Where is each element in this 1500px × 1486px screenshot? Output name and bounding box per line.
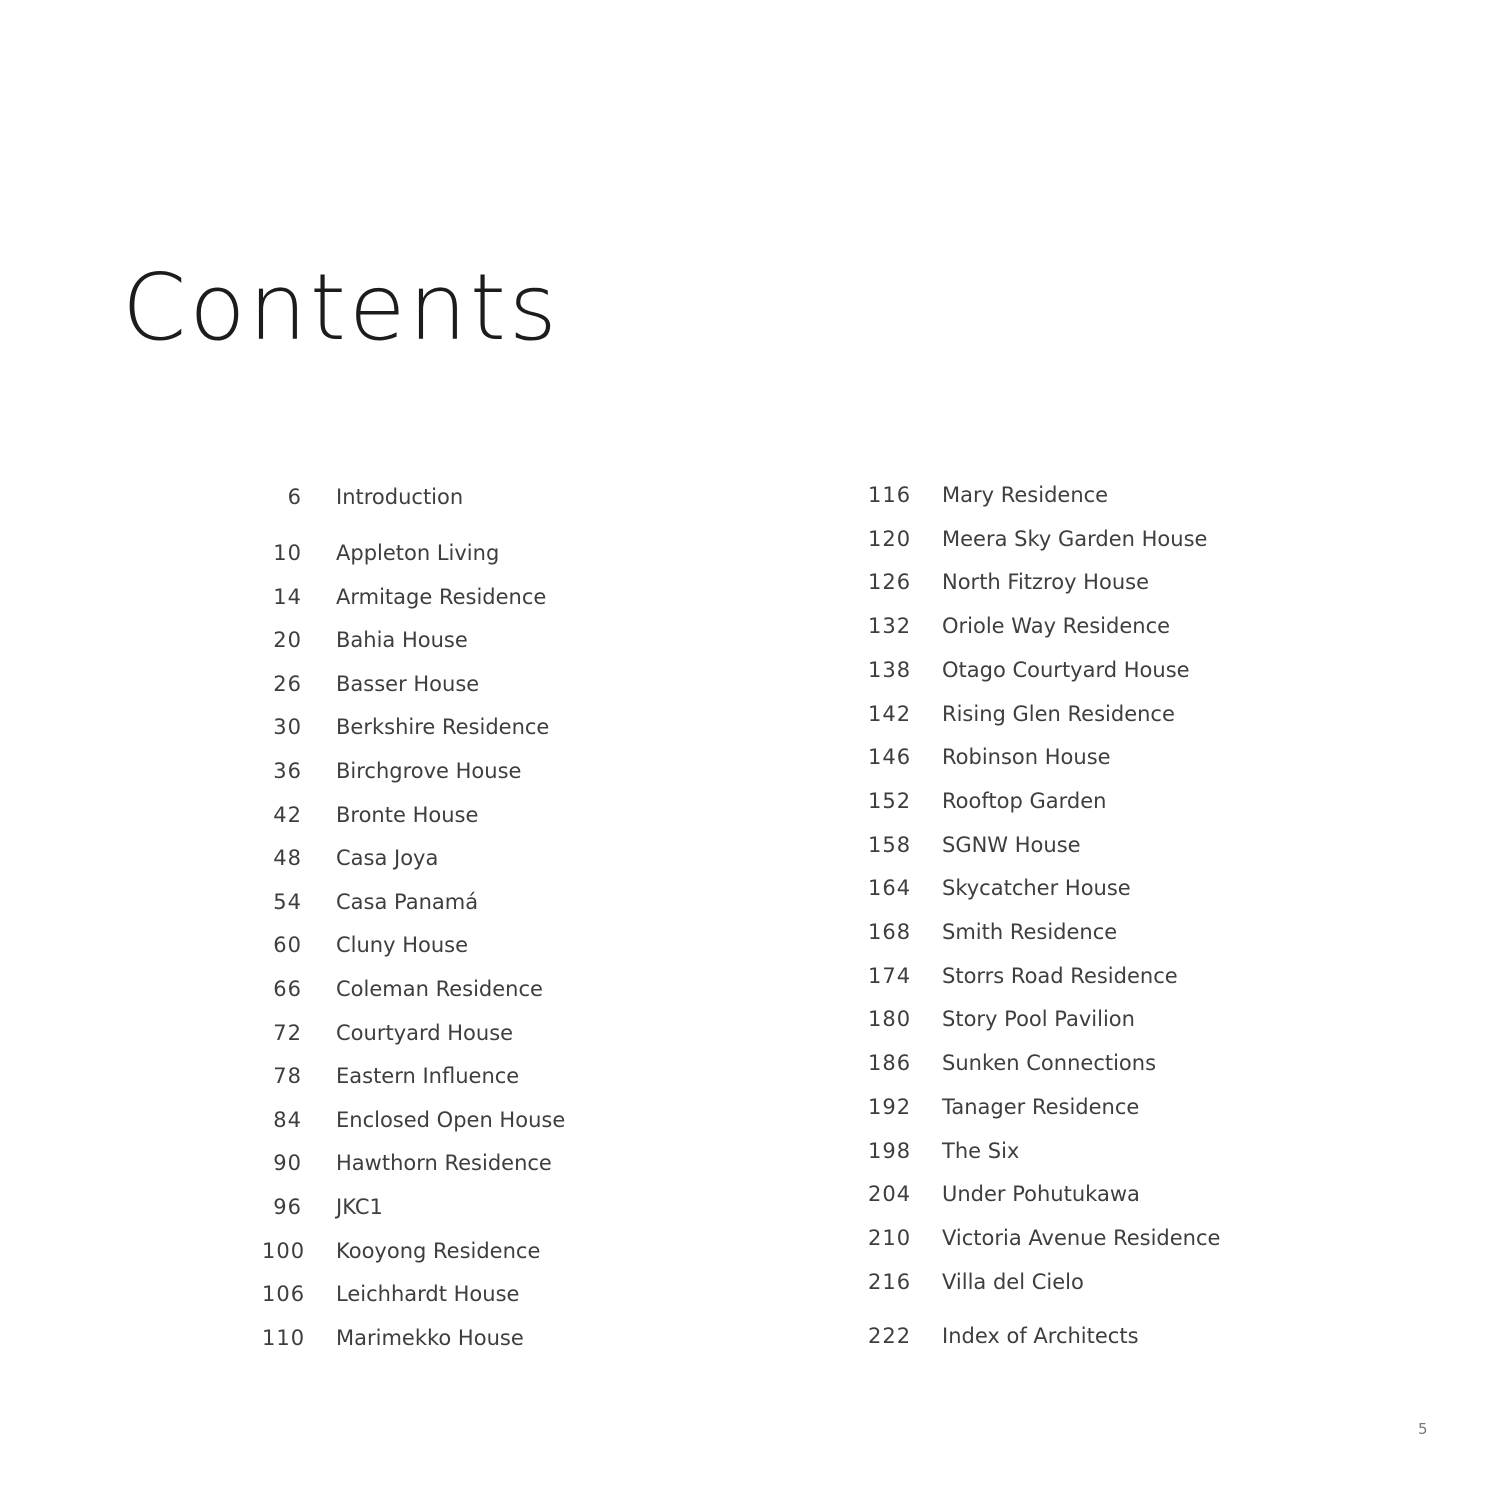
toc-page-number: 30 (273, 715, 302, 740)
toc-entry[interactable] (868, 1179, 1348, 1209)
toc-entry[interactable] (868, 699, 1348, 729)
toc-page-number: 54 (273, 889, 302, 914)
toc-entry[interactable] (262, 1323, 742, 1353)
toc-page-number: 116 (868, 483, 912, 507)
toc-entry-title: Courtyard House (336, 1020, 514, 1045)
toc-page-number: 126 (868, 570, 912, 595)
toc-page-number: 6 (287, 485, 302, 509)
toc-entry-title: Index of Architects (942, 1324, 1139, 1348)
toc-entry[interactable] (868, 1136, 1348, 1166)
toc-page-number: 78 (273, 1064, 302, 1089)
toc-entry[interactable] (868, 480, 1348, 510)
toc-page-number: 192 (868, 1094, 912, 1119)
toc-page-number: 210 (868, 1225, 912, 1250)
toc-entry-title: Otago Courtyard House (942, 657, 1190, 682)
toc-page-number: 66 (273, 977, 302, 1001)
toc-entry[interactable] (262, 930, 742, 960)
toc-entry-title: Skycatcher House (942, 876, 1131, 901)
toc-page-number: 152 (868, 788, 912, 813)
toc-page-number: 90 (273, 1151, 302, 1176)
toc-page-number: 36 (273, 759, 302, 783)
page-title: Contents (122, 254, 560, 361)
toc-entry[interactable] (868, 655, 1348, 685)
toc-entry[interactable] (868, 830, 1348, 860)
toc-entry[interactable] (262, 538, 742, 568)
toc-page-number: 48 (273, 846, 302, 871)
toc-entry[interactable] (868, 961, 1348, 991)
toc-entry[interactable] (262, 756, 742, 786)
toc-page-number: 60 (273, 933, 302, 958)
toc-entry[interactable] (262, 1148, 742, 1178)
toc-page-number: 100 (262, 1238, 306, 1263)
toc-entry-title: The Six (942, 1138, 1020, 1163)
toc-entry[interactable] (262, 669, 742, 699)
toc-page-number: 198 (868, 1138, 912, 1163)
toc-page-number: 120 (868, 526, 912, 551)
toc-entry-title: Oriole Way Residence (942, 614, 1171, 639)
toc-entry-title: Bahia House (336, 628, 468, 653)
toc-entry[interactable] (262, 1061, 742, 1091)
toc-entry[interactable] (262, 800, 742, 830)
toc-entry[interactable] (868, 611, 1348, 641)
toc-entry-title: Marimekko House (336, 1325, 524, 1350)
toc-entry-title: Coleman Residence (336, 977, 543, 1001)
toc-entry-title: Birchgrove House (336, 759, 522, 783)
toc-page-number: 10 (273, 541, 302, 565)
toc-entry[interactable] (262, 887, 742, 917)
toc-entry-title: North Fitzroy House (942, 570, 1149, 595)
toc-page-number: 222 (868, 1324, 912, 1348)
toc-entry-title: Casa Joya (336, 846, 439, 871)
toc-entry-title: Sunken Connections (942, 1051, 1157, 1076)
toc-entry-title: Bronte House (336, 802, 479, 827)
toc-entry[interactable] (868, 917, 1348, 947)
toc-entry[interactable] (262, 1192, 742, 1222)
toc-entry[interactable] (262, 1018, 742, 1048)
toc-entry-title: Storrs Road Residence (942, 963, 1178, 988)
toc-page-number: 186 (868, 1051, 912, 1076)
toc-entry-title: Meera Sky Garden House (942, 526, 1208, 551)
toc-entry[interactable] (868, 742, 1348, 772)
toc-entry-title: Cluny House (336, 933, 469, 958)
toc-page-number: 72 (273, 1020, 302, 1045)
toc-entry-title: Appleton Living (336, 541, 500, 565)
toc-page-number: 20 (273, 628, 302, 653)
toc-entry-title: Casa Panamá (336, 889, 479, 914)
toc-entry-title: Rising Glen Residence (942, 701, 1175, 726)
toc-entry[interactable] (868, 567, 1348, 597)
toc-entry[interactable] (262, 625, 742, 655)
toc-entry-title: Tanager Residence (942, 1094, 1140, 1119)
toc-entry-title: Smith Residence (942, 920, 1118, 944)
toc-page-number: 14 (273, 584, 302, 609)
toc-page-number: 84 (273, 1107, 302, 1132)
toc-entry[interactable] (868, 1048, 1348, 1078)
toc-entry[interactable] (262, 1279, 742, 1309)
toc-page-number: 26 (273, 671, 302, 696)
toc-page-number: 132 (868, 614, 912, 639)
toc-entry-title: Victoria Avenue Residence (942, 1225, 1221, 1250)
toc-page-number: 174 (868, 963, 912, 988)
toc-entry-title: Armitage Residence (336, 584, 547, 609)
toc-entry[interactable] (868, 1004, 1348, 1034)
toc-entry-title: Mary Residence (942, 483, 1109, 507)
toc-entry-title: Hawthorn Residence (336, 1151, 552, 1176)
toc-entry-title: Introduction (336, 485, 464, 509)
toc-entry[interactable] (262, 582, 742, 612)
toc-page-number: 158 (868, 832, 912, 857)
toc-page-number: 168 (868, 920, 912, 944)
toc-page-number: 142 (868, 701, 912, 726)
toc-entry-title: Eastern Influence (336, 1064, 520, 1089)
toc-page-number: 216 (868, 1269, 912, 1294)
toc-entry[interactable] (262, 974, 742, 1004)
toc-entry[interactable] (262, 843, 742, 873)
toc-entry-title: Leichhardt House (336, 1282, 520, 1307)
toc-entry-title: Robinson House (942, 745, 1111, 770)
toc-page-number: 110 (262, 1325, 306, 1350)
toc-page-number: 138 (868, 657, 912, 682)
toc-entry[interactable] (868, 1267, 1348, 1297)
toc-entry[interactable] (868, 873, 1348, 903)
toc-entry[interactable] (262, 712, 742, 742)
toc-page-number: 146 (868, 745, 912, 770)
toc-entry[interactable] (868, 1321, 1348, 1351)
toc-entry[interactable] (262, 1236, 742, 1266)
toc-entry[interactable] (868, 786, 1348, 816)
toc-entry-title: Villa del Cielo (942, 1269, 1084, 1294)
page-number: 5 (1418, 1420, 1428, 1438)
toc-entry[interactable] (868, 1092, 1348, 1122)
toc-entry-title: Story Pool Pavilion (942, 1007, 1135, 1032)
toc-entry-title: Rooftop Garden (942, 788, 1107, 813)
toc-entry[interactable] (868, 524, 1348, 554)
toc-page-number: 180 (868, 1007, 912, 1032)
toc-page-number: 164 (868, 876, 912, 901)
toc-entry-title: Berkshire Residence (336, 715, 550, 740)
toc-entry-title: JKC1 (336, 1195, 383, 1219)
toc-entry[interactable] (262, 482, 742, 512)
toc-entry-title: Kooyong Residence (336, 1238, 541, 1263)
toc-page-number: 106 (262, 1282, 306, 1307)
toc-entry-title: Under Pohutukawa (942, 1182, 1140, 1207)
toc-page-number: 42 (273, 802, 302, 827)
toc-entry-title: Enclosed Open House (336, 1107, 566, 1132)
toc-entry-title: Basser House (336, 671, 480, 696)
toc-page-number: 204 (868, 1182, 912, 1207)
toc-entry[interactable] (868, 1223, 1348, 1253)
toc-entry-title: SGNW House (942, 832, 1081, 857)
toc-page-number: 96 (273, 1195, 302, 1219)
toc-entry[interactable] (262, 1105, 742, 1135)
